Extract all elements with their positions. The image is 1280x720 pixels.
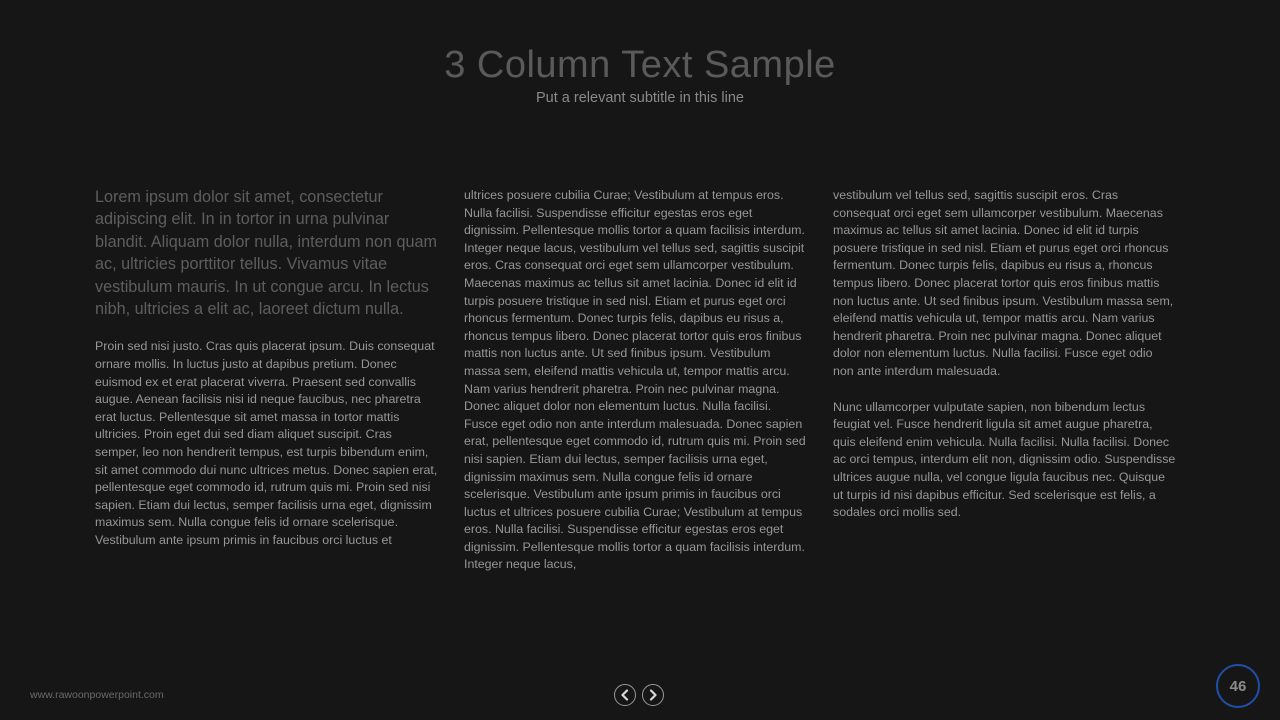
slide-title: 3 Column Text Sample <box>444 44 836 86</box>
footer-website: www.rawoonpowerpoint.com <box>30 689 164 701</box>
text-column-2 <box>464 187 807 574</box>
body-paragraph: vestibulum vel tellus sed, sagittis suscipit eros. Cras consequat orci eget sem ullamcorper vestibulum. Maecenas maximus ac tellus sit amet lacinia. Donec id elit id turpis posuere tristique in sed nisl. Etiam et purus eget orci rhoncus fermentum. Donec turpis felis, dapibus eu risus a, rhoncus tempus libero. Donec placerat tortor quis eros finibus mattis non luctus ante. Ut sed finibus ipsum. Vestibulum massa sem, eleifend mattis vehicula ut, tempor mattis arcu. Nam varius hendrerit pharetra. Proin nec pulvinar magna. Donec aliquet dolor non elementum luctus. Nulla facilisi. Fusce eget odio non ante interdum malesuada. <box>833 188 1174 378</box>
body-paragraph-2: Nunc ullamcorper vulputate sapien, non bibendum lectus feugiat vel. Fusce hendrerit ligula sit amet augue pharetra, quis eleifend enim vehicula. Nulla facilisi. Nulla facilisi. Donec ac orci tempus, interdum elit non, dignissim odio. Suspendisse ultrices augue nulla, vel congue ligula faucibus nec. Quisque ut turpis id nisi dapibus efficitur. Sed scelerisque est felis, a sodales orci mollis sed. <box>833 399 1176 520</box>
slide-subtitle: Put a relevant subtitle in this line <box>536 90 744 106</box>
chevron-right-icon <box>647 689 659 701</box>
text-column-1 <box>95 186 438 550</box>
page-number-badge: 46 <box>1216 664 1260 708</box>
text-column-3 <box>833 187 1176 522</box>
chevron-left-icon <box>619 689 631 701</box>
previous-slide-button[interactable] <box>614 684 636 706</box>
body-paragraph: ultrices posuere cubilia Curae; Vestibulum at tempus eros. Nulla facilisi. Suspendisse efficitur egestas eros eget dignissim. Pellentesque mollis tortor a quam facilisis interdum. Integer neque lacus, vestibulum vel tellus sed, sagittis suscipit eros. Cras consequat orci eget sem ullamcorper vestibulum. Maecenas maximus ac tellus sit amet lacinia. Donec id elit id turpis posuere tristique in sed nisl. Etiam et purus eget orci rhoncus fermentum. Donec turpis felis, dapibus eu risus a, rhoncus tempus libero. Donec placerat tortor quis eros finibus mattis non luctus ante. Ut sed finibus ipsum. Vestibulum massa sem, eleifend mattis vehicula ut, tempor mattis arcu. Nam varius hendrerit pharetra. Proin nec pulvinar magna. Donec aliquet dolor non elementum luctus. Nulla facilisi. Fusce eget odio non ante interdum malesuada. Donec sapien erat, pellentesque eget commodo id, rutrum quis mi. Proin sed nisi sapien. Etiam dui lectus, semper facilisis urna eget, dignissim maximus sem. Nulla congue felis id ornare scelerisque. Vestibulum ante ipsum primis in faucibus orci luctus et ultrices posuere cubilia Curae; Vestibulum at tempus eros. Nulla facilisi. Suspendisse efficitur egestas eros eget dignissim. Pellentesque mollis tortor a quam facilisis interdum. Integer neque lacus, <box>464 188 806 572</box>
lead-paragraph: Lorem ipsum dolor sit amet, consectetur adipiscing elit. In in tortor in urna pulvinar blandit. Aliquam dolor nulla, interdum non quam ac, ultricies porttitor tellus. Vivamus vitae vestibulum mauris. In ut congue arcu. In lectus nibh, ultricies a elit ac, laoreet dictum nulla. <box>95 188 437 319</box>
body-paragraph: Proin sed nisi justo. Cras quis placerat ipsum. Duis consequat ornare mollis. In luctus justo at dapibus pretium. Donec euismod ex et erat placerat viverra. Praesent sed convallis augue. Aenean facilisis nisi id neque faucibus, nec pharetra erat luctus. Pellentesque sit amet massa in tortor mattis ultricies. Proin eget dui sed diam aliquet suscipit. Cras semper, leo non hendrerit tempus, est turpis bibendum enim, sit amet commodo dui nunc ultrices metus. Donec sapien erat, pellentesque eget commodo id, rutrum quis mi. Proin sed nisi sapien. Etiam dui lectus, semper facilisis urna eget, dignissim maximus sem. Nulla congue felis id ornare scelerisque. Vestibulum ante ipsum primis in faucibus orci luctus et <box>95 339 438 547</box>
next-slide-button[interactable] <box>642 684 664 706</box>
